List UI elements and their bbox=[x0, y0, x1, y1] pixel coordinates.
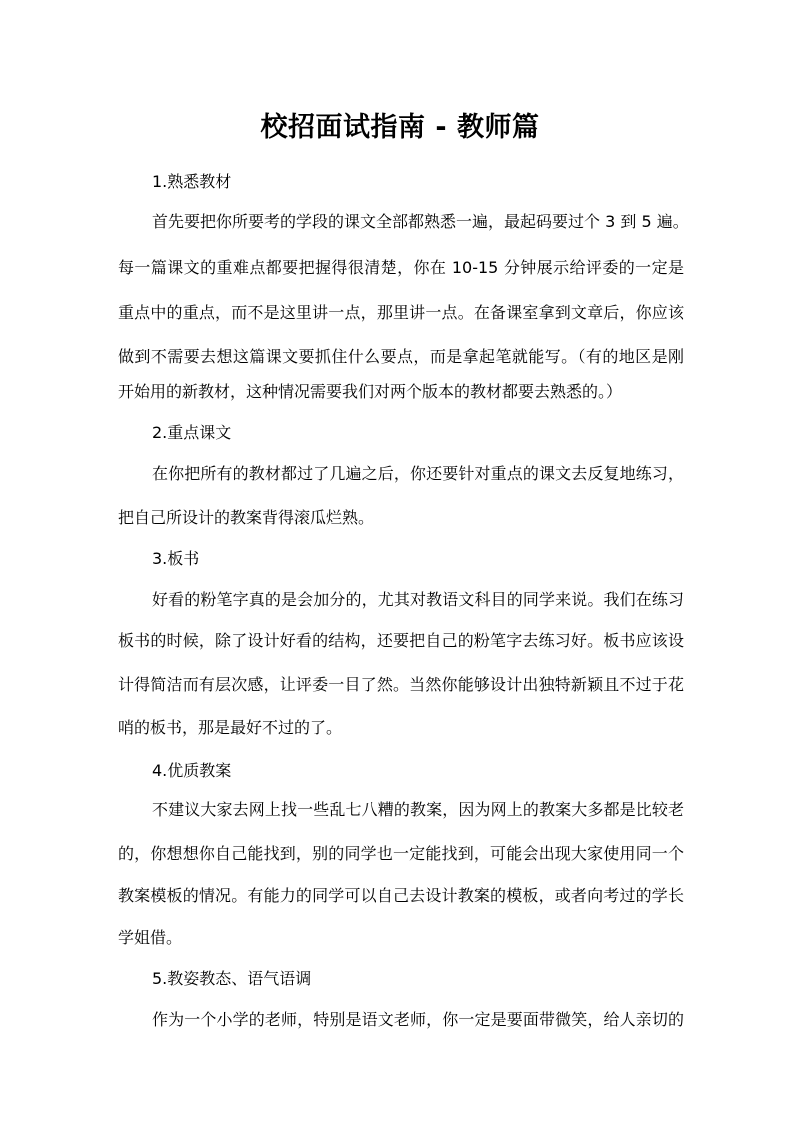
paragraph-line: 哨的板书，那是最好不过的了。 bbox=[118, 718, 343, 737]
paragraph-line: 在你把所有的教材都过了几遍之后，你还要针对重点的课文去反复地练习， bbox=[152, 464, 684, 483]
section-heading: 4.优质教案 bbox=[152, 761, 232, 780]
paragraph-line: 教案模板的情况。有能力的同学可以自己去设计教案的模板，或者向考过的学长 bbox=[118, 886, 684, 905]
paragraph-line: 板书的时候，除了设计好看的结构，还要把自己的粉笔字去练习好。板书应该设 bbox=[118, 631, 684, 650]
paragraph-line: 把自己所设计的教案背得滚瓜烂熟。 bbox=[118, 508, 375, 527]
paragraph-line: 的，你想想你自己能找到，别的同学也一定能找到，可能会出现大家使用同一个 bbox=[118, 844, 684, 863]
document-title: 校招面试指南 - 教师篇 bbox=[260, 112, 540, 143]
paragraph-line: 作为一个小学的老师，特别是语文老师，你一定是要面带微笑，给人亲切的 bbox=[152, 1010, 684, 1029]
paragraph-line: 不建议大家去网上找一些乱七八糟的教案，因为网上的教案大多都是比较老 bbox=[152, 800, 684, 819]
paragraph-line: 首先要把你所要考的学段的课文全部都熟悉一遍，最起码要过个 3 到 5 遍。 bbox=[152, 212, 689, 231]
section-heading: 5.教姿教态、语气语调 bbox=[152, 969, 312, 988]
section-heading: 1.熟悉教材 bbox=[152, 172, 232, 191]
section-heading: 3.板书 bbox=[152, 549, 200, 568]
section-heading: 2.重点课文 bbox=[152, 423, 232, 442]
paragraph-line: 学姐借。 bbox=[118, 928, 183, 947]
paragraph-line: 做到不需要去想这篇课文要抓住什么要点，而是拿起笔就能写。（有的地区是刚 bbox=[118, 347, 684, 366]
paragraph-line: 开始用的新教材，这种情况需要我们对两个版本的教材都要去熟悉的。） bbox=[118, 382, 623, 401]
paragraph-line: 好看的粉笔字真的是会加分的，尤其对教语文科目的同学来说。我们在练习 bbox=[152, 590, 684, 609]
paragraph-line: 计得简洁而有层次感，让评委一目了然。当然你能够设计出独特新颖且不过于花 bbox=[118, 675, 684, 694]
paragraph-line: 每一篇课文的重难点都要把握得很清楚，你在 10-15 分钟展示给评委的一定是 bbox=[118, 258, 684, 277]
paragraph-line: 重点中的重点，而不是这里讲一点，那里讲一点。在备课室拿到文章后，你应该 bbox=[118, 303, 684, 322]
